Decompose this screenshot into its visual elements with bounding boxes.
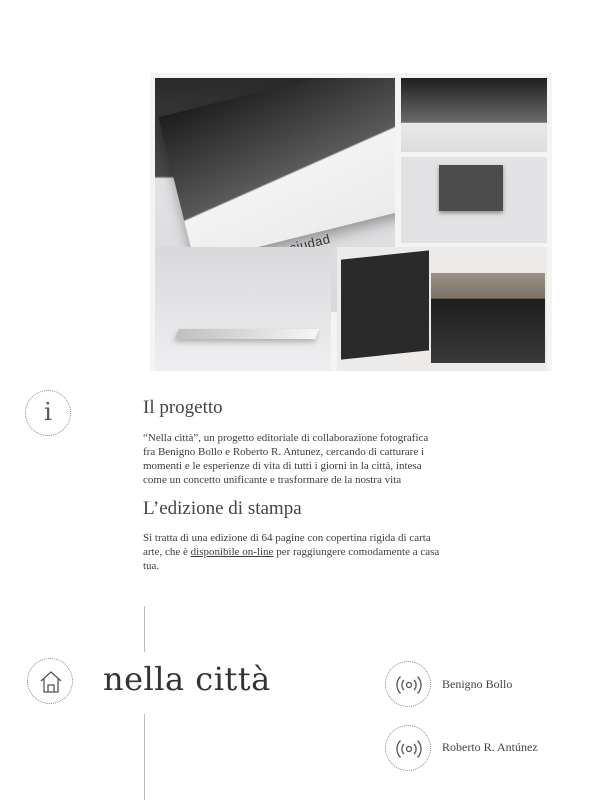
divider-bottom [144, 714, 145, 800]
book-mini-image [439, 165, 503, 211]
author-name-1[interactable]: Benigno Bollo [442, 677, 513, 691]
print-body-text-end: per raggiungere comodamente a casa tua. [143, 546, 440, 572]
book-spine [175, 329, 319, 339]
print-heading: L’edizione di stampa [143, 498, 302, 519]
info-icon[interactable]: i [25, 390, 71, 436]
photo-collage [150, 73, 552, 371]
author-name-2[interactable]: Roberto R. Antúnez [442, 740, 538, 754]
broadcast-icon [386, 726, 432, 772]
book-back-photo [401, 157, 547, 243]
project-section [143, 397, 443, 487]
open-left-page [341, 250, 429, 359]
author-button-1[interactable] [385, 661, 431, 707]
project-body: “Nella città”, un progetto editoriale di collaborazione fotografica fra Benigno Bollo e Roberto R. Antunez, cercando di catturare i momenti e le esperienze di vita di tutti i giorni in la città, intesa come un concetto unificante e trasformare de la nostra vita [143, 432, 429, 486]
brand-title: nella città [103, 660, 271, 698]
online-link[interactable]: disponibile on-line [190, 546, 274, 558]
book-spine-photo [401, 78, 547, 152]
broadcast-icon [386, 662, 432, 708]
home-button[interactable] [27, 658, 73, 704]
book-side-photo [155, 247, 331, 371]
author-button-2[interactable] [385, 725, 431, 771]
open-right-page [431, 273, 545, 363]
print-body [143, 531, 443, 573]
book-open-photo [337, 247, 547, 371]
print-body-text: Si tratta di una edizione di 64 pagine con copertina rigida di carta arte, che è [143, 532, 431, 558]
home-icon [28, 659, 74, 705]
print-section [143, 498, 443, 573]
book-image [158, 78, 395, 263]
project-heading: Il progetto [143, 397, 223, 418]
divider-top [144, 606, 145, 652]
